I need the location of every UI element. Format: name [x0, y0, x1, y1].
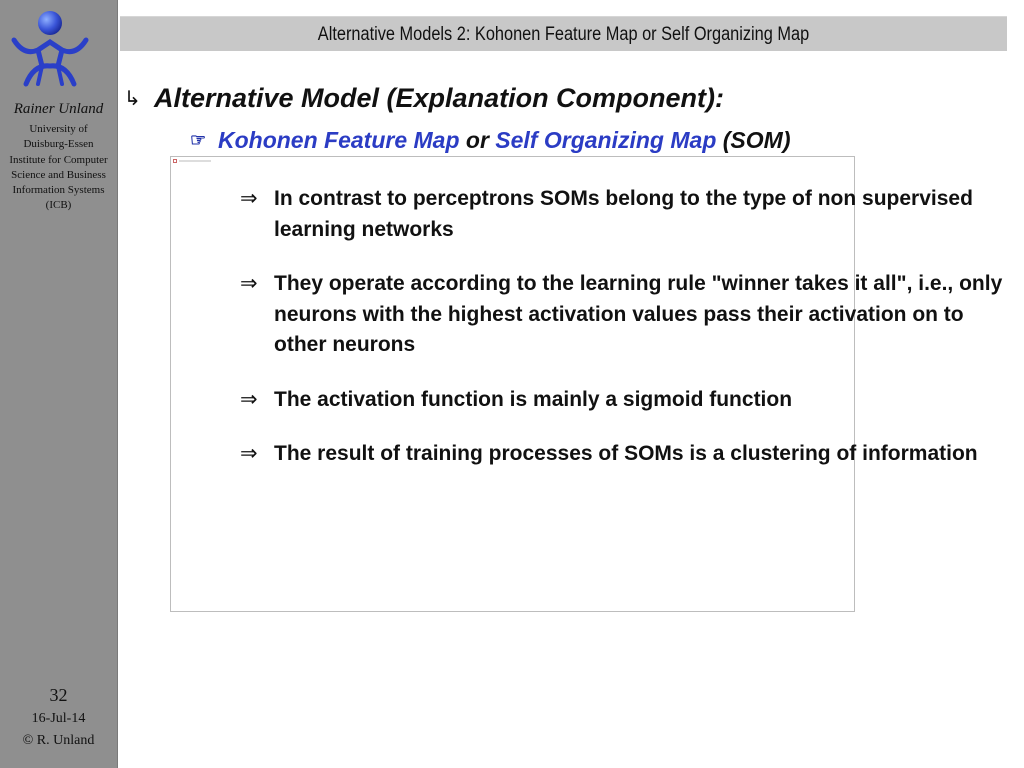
- bullet-text: In contrast to perceptrons SOMs belong to the type of non supervised learning networks: [274, 187, 973, 241]
- slide-date: 16-Jul-14: [31, 711, 86, 726]
- heading-text: Alternative Model (Explanation Component):: [154, 83, 725, 113]
- kohonen-term: Kohonen Feature Map: [218, 127, 460, 153]
- bullet-text: They operate according to the learning rule "winner takes it all", i.e., only neurons with the highest activation values pass their activation on to other neurons: [274, 272, 1003, 356]
- subheading-abbrev: (SOM): [716, 127, 791, 153]
- affiliation: [0, 122, 117, 214]
- implies-arrow-icon: ⇒: [240, 187, 258, 210]
- broken-image-caption: [179, 160, 211, 162]
- implies-arrow-icon: ⇒: [240, 272, 258, 295]
- slide-title: Alternative Models 2: Kohonen Feature Map or Self Organizing Map: [317, 24, 810, 45]
- bullet-list: [240, 184, 1010, 494]
- affiliation-line: Duisburg-Essen: [23, 138, 94, 151]
- copyright: © R. Unland: [22, 733, 95, 748]
- author-name: Rainer Unland: [13, 101, 104, 117]
- bullet-text: The activation function is mainly a sigmoid function: [274, 387, 793, 411]
- list-item: [240, 269, 1010, 361]
- implies-arrow-icon: ⇒: [240, 442, 258, 465]
- list-item: [240, 184, 1010, 245]
- list-item: [240, 439, 1010, 470]
- title-bar: [120, 16, 1007, 51]
- broken-image-mark: [173, 159, 177, 163]
- return-arrow-icon: ↳: [124, 88, 141, 110]
- slide-subheading: [190, 127, 790, 154]
- bullet-text: The result of training processes of SOMs is a clustering of information: [274, 442, 978, 465]
- broken-image-icon: [173, 159, 213, 163]
- slide-heading: [124, 83, 724, 114]
- affiliation-line: University of: [29, 123, 88, 135]
- implies-arrow-icon: ⇒: [240, 387, 258, 411]
- som-term: Self Organizing Map: [495, 127, 717, 153]
- affiliation-line: Science and Business: [11, 168, 106, 181]
- sidebar: [0, 0, 118, 768]
- university-logo-icon: [8, 8, 92, 88]
- pointing-hand-icon: ☞: [190, 130, 207, 150]
- affiliation-line: Institute for Computer: [9, 153, 108, 166]
- list-item: [240, 385, 1010, 416]
- slide-number: 32: [49, 685, 68, 705]
- subheading-connector: or: [459, 127, 496, 153]
- affiliation-line: (ICB): [45, 199, 72, 212]
- affiliation-line: Information Systems: [12, 184, 105, 197]
